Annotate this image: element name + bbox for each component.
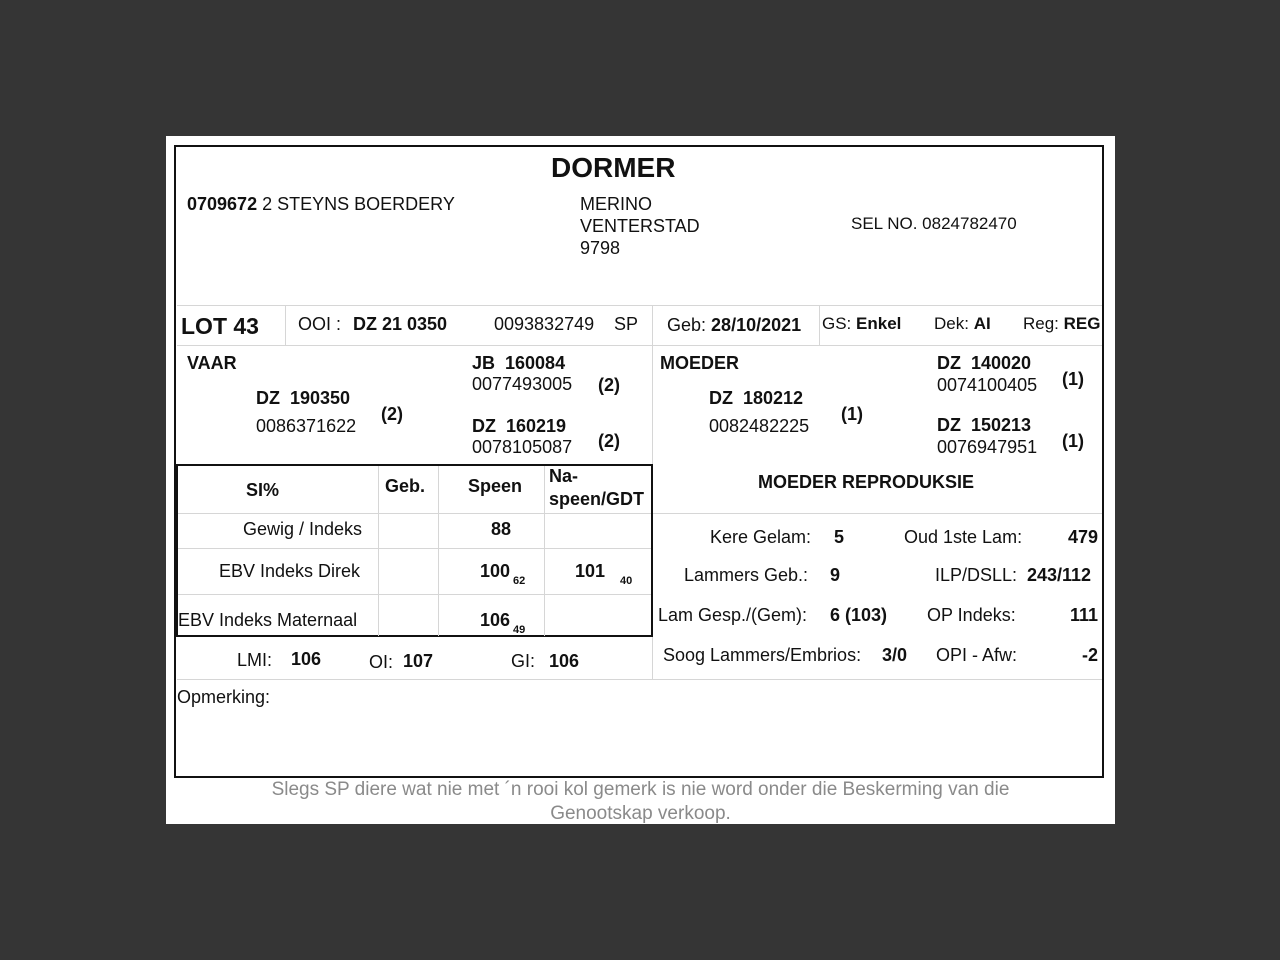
repro-value: 3/0 [882, 645, 908, 665]
dam-heading: MOEDER [660, 353, 740, 373]
lmi-label: LMI: [237, 650, 273, 670]
lmi-value: 106 [291, 649, 322, 669]
maternal-grandsire-number: 0074100405 [937, 375, 1038, 395]
si-row-speen-value: 100 [480, 561, 511, 581]
reg-value: REG [1063, 314, 1101, 333]
paternal-granddam-count: (2) [598, 431, 620, 451]
paternal-grandsire-count: (2) [598, 375, 620, 395]
repro-label: Lam Gesp./(Gem): [658, 605, 808, 625]
maternal-grandsire-count: (1) [1062, 369, 1084, 389]
maternal-grandsire-animal: DZ 140020 [937, 353, 1032, 373]
ooi-label: OOI : [298, 314, 342, 334]
si-header: SI% [246, 480, 280, 500]
address-line-1: MERINO [580, 194, 652, 214]
naspeen-header: Na- speen/GDT [549, 466, 645, 509]
gs-value: Enkel [856, 314, 902, 333]
maternal-granddam-animal: DZ 150213 [937, 415, 1032, 435]
footer-notice-line-2: Genootskap verkoop. [550, 803, 731, 823]
gs-label: GS: [822, 314, 852, 333]
si-row-label: Gewig / Indeks [243, 519, 363, 539]
divider [378, 466, 379, 636]
address-line-3: 9798 [580, 238, 621, 258]
ooi-id-number: 0093832749 [494, 314, 595, 334]
gi-value: 106 [549, 651, 580, 671]
repro-value: 6 (103) [830, 605, 888, 625]
sire-number: 0086371622 [256, 416, 357, 436]
si-row-speen [480, 610, 526, 636]
repro-label: OPI - Afw: [936, 645, 1018, 665]
divider [177, 679, 1102, 680]
si-row-speen-value: 106 [480, 610, 511, 630]
divider [178, 513, 651, 514]
dek-value: AI [973, 314, 991, 333]
divider [653, 513, 1102, 514]
divider [178, 548, 651, 549]
footer-notice-line-1: Slegs SP diere wat nie met ´n rooi kol gemerk is nie word onder die Beskerming van die [271, 779, 1010, 800]
repro-value: 479 [1067, 527, 1098, 547]
si-row-label: EBV Indeks Direk [219, 561, 361, 581]
ooi-value: DZ 21 0350 [353, 314, 448, 334]
repro-label: Oud 1ste Lam: [904, 527, 1023, 547]
maternal-granddam-count: (1) [1062, 431, 1084, 451]
sel-number: SEL NO. 0824782470 [851, 214, 1017, 233]
dam-count: (1) [841, 404, 863, 424]
repro-label: Kere Gelam: [710, 527, 812, 547]
repro-value: -2 [1081, 645, 1098, 665]
divider [177, 345, 1102, 346]
si-row-speen [480, 561, 526, 587]
si-row-label: EBV Indeks Maternaal [178, 610, 358, 630]
sire-count: (2) [381, 404, 403, 424]
repro-label: Soog Lammers/Embrios: [663, 645, 862, 665]
breeder-name: 2 STEYNS BOERDERY [262, 194, 455, 214]
breeder-number: 0709672 [187, 194, 258, 214]
paternal-granddam-animal: DZ 160219 [472, 416, 567, 436]
divider [178, 594, 651, 595]
geb-header: Geb. [385, 476, 426, 496]
birth-date-label: Geb: [667, 315, 707, 335]
breeder-line [187, 194, 455, 215]
dam-animal: DZ 180212 [709, 388, 804, 408]
maternal-granddam-number: 0076947951 [937, 437, 1038, 457]
lot-card-border [174, 145, 1104, 778]
divider [544, 466, 545, 636]
address-line-2: VENTERSTAD [580, 216, 700, 236]
breed-title: DORMER [551, 152, 676, 183]
sire-heading: VAAR [187, 353, 237, 373]
lot-number: LOT 43 [181, 313, 259, 339]
divider [285, 305, 286, 345]
si-row-naspeen [575, 561, 633, 587]
paternal-granddam-number: 0078105087 [472, 437, 573, 457]
gs-field [822, 314, 901, 334]
remark-label: Opmerking: [177, 687, 271, 707]
divider [177, 305, 1102, 306]
oi-label: OI: [369, 652, 394, 672]
si-row-speen-count: 62 [513, 575, 526, 587]
paternal-grandsire-animal: JB 160084 [472, 353, 566, 373]
sp-marker: SP [614, 314, 639, 334]
repro-label: Lammers Geb.: [684, 565, 809, 585]
repro-value: 243/112 [1027, 565, 1092, 585]
divider [819, 305, 820, 345]
repro-value: 9 [830, 565, 841, 585]
reg-field [1023, 314, 1101, 334]
si-row-naspeen-value: 101 [575, 561, 606, 581]
si-row-speen: 88 [491, 519, 512, 539]
gi-label: GI: [511, 651, 536, 671]
reproduction-title: MOEDER REPRODUKSIE [758, 472, 975, 492]
dek-label: Dek: [934, 314, 969, 333]
si-row-naspeen-count: 40 [620, 575, 633, 587]
repro-label: ILP/DSLL: [935, 565, 1018, 585]
paternal-grandsire-number: 0077493005 [472, 374, 573, 394]
speen-header: Speen [468, 476, 523, 496]
repro-value: 5 [834, 527, 845, 547]
birth-date-value: 28/10/2021 [711, 315, 802, 335]
repro-value: 111 [1069, 605, 1098, 625]
sire-animal: DZ 190350 [256, 388, 351, 408]
divider [438, 466, 439, 636]
dam-number: 0082482225 [709, 416, 810, 436]
oi-value: 107 [403, 651, 434, 671]
reg-label: Reg: [1023, 314, 1059, 333]
repro-label: OP Indeks: [927, 605, 1016, 625]
si-row-speen-count: 49 [513, 624, 526, 636]
birth-date-field [667, 315, 801, 336]
dek-field [934, 314, 991, 334]
